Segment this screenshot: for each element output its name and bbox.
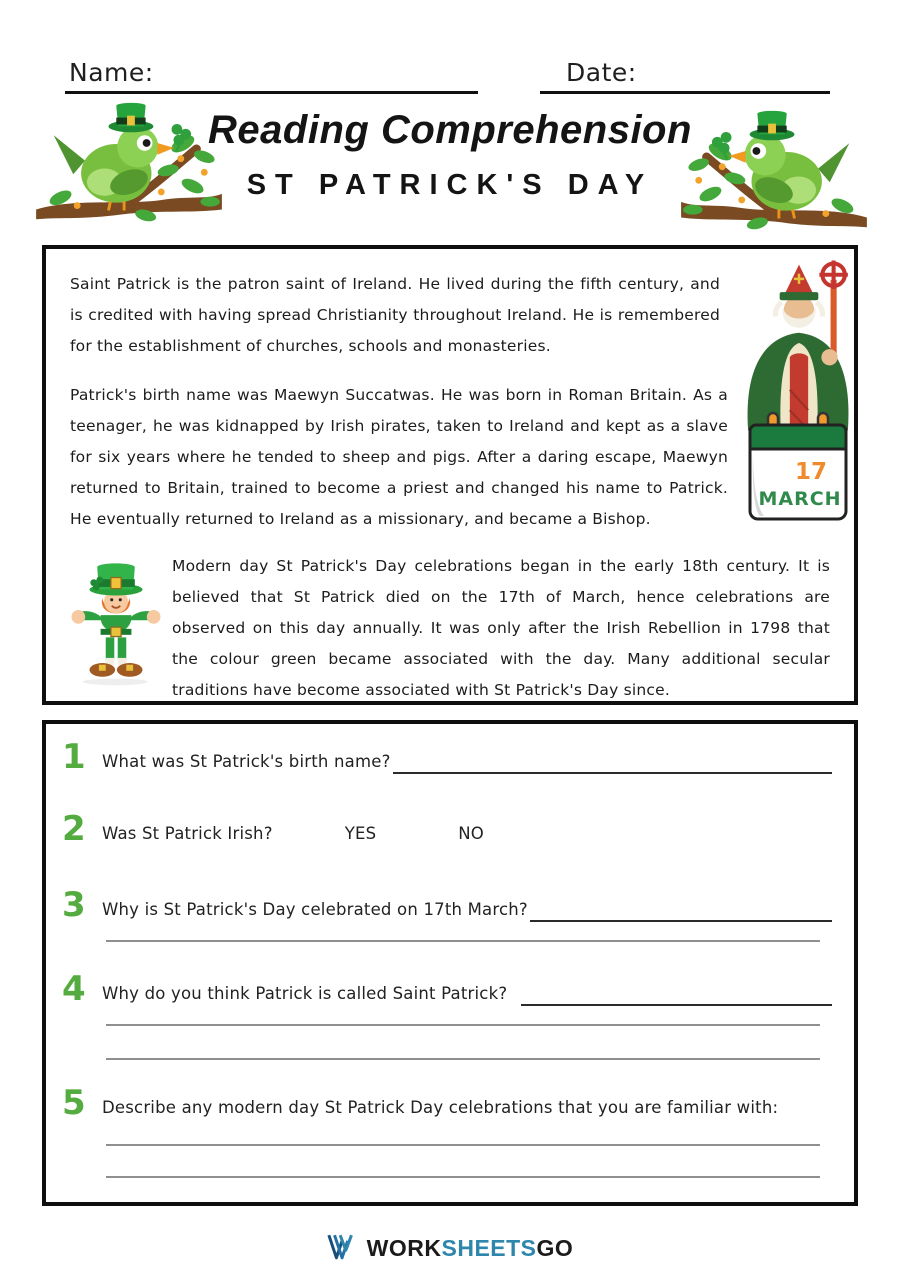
brand-go: GO	[536, 1235, 574, 1261]
question-text: What was St Patrick's birth name?	[102, 752, 391, 771]
question-text: Why is St Patrick's Day celebrated on 17th March?	[102, 900, 528, 919]
question-text: Was St Patrick Irish?	[102, 824, 273, 843]
answer-line[interactable]	[530, 902, 832, 922]
option-yes[interactable]: YES	[344, 824, 377, 843]
brand-sheets: SHEETS	[441, 1235, 537, 1261]
date-label: Date:	[566, 58, 637, 87]
bird-on-branch-icon	[681, 108, 867, 244]
option-no[interactable]: NO	[458, 824, 484, 843]
question-number: 1	[62, 737, 86, 777]
page-subtitle: ST PATRICK'S DAY	[246, 169, 654, 201]
question-number: 5	[62, 1083, 86, 1123]
question-row-3	[58, 885, 832, 925]
question-text: Describe any modern day St Patrick Day celebrations that you are familiar with:	[102, 1098, 779, 1117]
question-row-4	[58, 969, 832, 1009]
question-number: 3	[62, 885, 86, 925]
question-number: 2	[62, 809, 86, 849]
leprechaun-illustration	[68, 551, 168, 691]
question-row-2	[58, 809, 832, 849]
answer-line[interactable]	[106, 940, 820, 942]
question-number: 4	[62, 969, 86, 1009]
title-band	[0, 100, 900, 240]
answer-line[interactable]	[521, 986, 832, 1006]
answer-line[interactable]	[393, 754, 832, 774]
calendar-month: MARCH	[758, 488, 842, 510]
calendar-icon	[748, 411, 848, 523]
name-field-line[interactable]	[65, 58, 478, 94]
passage-paragraph: Patrick's birth name was Maewyn Succatwas. He was born in Roman Britain. As a teenager, he was kidnapped by Irish pirates, taken to Ireland and kept as a slave for six years where he tended to sheep and pigs. After a daring escape, Maewyn returned to Britain, trained to become a priest and changed his name to Patrick. He eventually returned to Ireland as a missionary, and became a Bishop.	[70, 386, 728, 528]
passage-box	[42, 245, 858, 705]
calendar-day: 17	[794, 459, 828, 485]
st-patrick-illustration	[742, 257, 856, 433]
header-row	[0, 0, 900, 94]
question-text: Why do you think Patrick is called Saint Patrick?	[102, 984, 508, 1003]
questions-box	[42, 720, 858, 1206]
passage-paragraph: Modern day St Patrick's Day celebrations began in the early 18th century. It is believed that St Patrick died on the 17th of March, hence celebrations are observed on this day annually. It was only after the Irish Rebellion in 1798 that the colour green became associated with the day. Many additional secular traditions have become associated with St Patrick's Day since.	[172, 557, 830, 699]
brand-wordmark	[367, 1235, 574, 1262]
question-row-1	[58, 737, 832, 777]
answer-line[interactable]	[106, 1058, 820, 1060]
worksheetsgo-logo-icon	[327, 1233, 359, 1264]
question-row-5	[58, 1083, 832, 1123]
answer-line[interactable]	[106, 1176, 820, 1178]
brand-work: WORK	[366, 1235, 442, 1261]
page-title: Reading Comprehension	[208, 108, 692, 152]
answer-line[interactable]	[106, 1024, 820, 1026]
date-field-line[interactable]	[540, 58, 830, 94]
answer-line[interactable]	[106, 1144, 820, 1146]
name-label: Name:	[69, 58, 154, 87]
footer	[0, 1233, 900, 1264]
passage-paragraph: Saint Patrick is the patron saint of Ireland. He lived during the fifth century, and is credited with having spread Christianity throughout Ireland. He is remembered for the establishment of churches, schools and monasteries.	[70, 275, 720, 355]
